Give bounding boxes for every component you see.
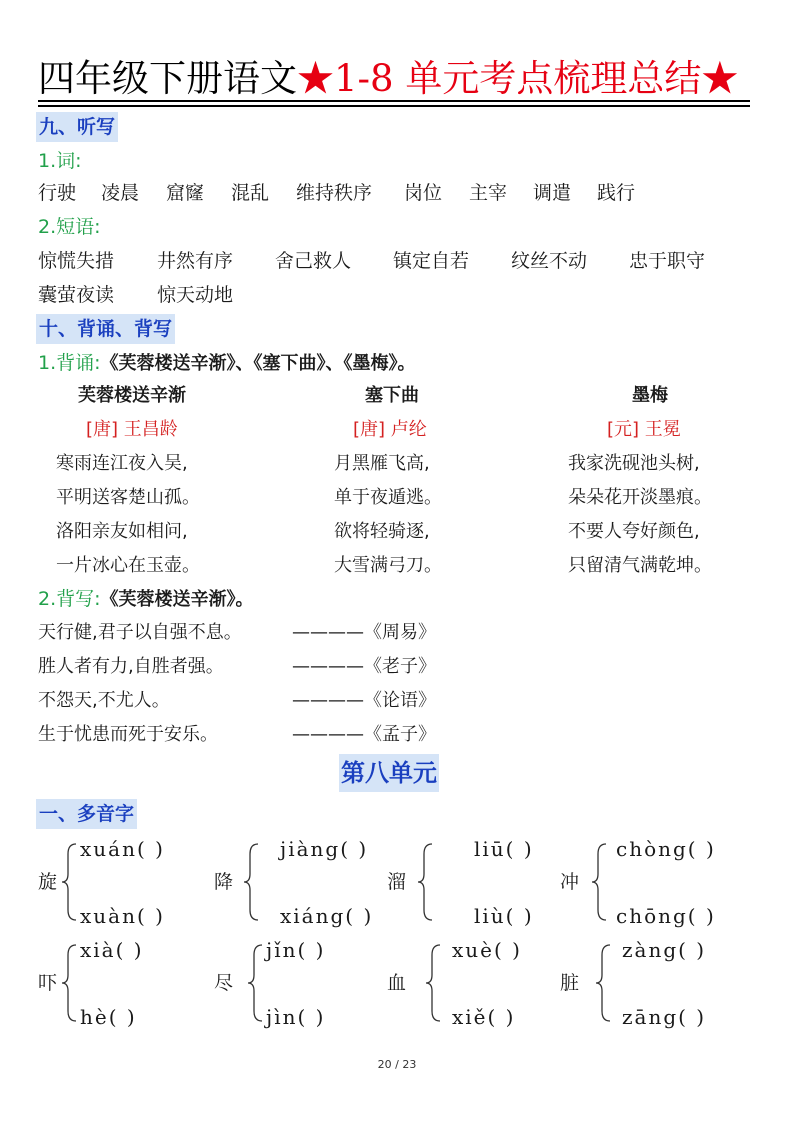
word-item: 维持秩序 (296, 182, 373, 204)
pinyin-top: liū( ) (474, 837, 534, 861)
poem-line: 我家洗砚池头树, (568, 453, 700, 474)
phrases-row-1 (0, 246, 794, 276)
quote-source: ————《论语》 (292, 690, 436, 711)
brace-icon (596, 943, 612, 1023)
quote-source: ————《孟子》 (292, 724, 436, 745)
polyphone-heading: 一、多音字 (36, 799, 137, 829)
polyphone-char: 降 (214, 871, 234, 893)
pinyin-top: jǐn( ) (266, 938, 326, 962)
phrase-item: 囊萤夜读 (38, 284, 115, 306)
pinyin-bottom: xiáng( ) (280, 904, 374, 928)
phrase-item: 镇定自若 (393, 250, 470, 272)
word-item: 混乱 (231, 182, 270, 204)
write-label: 2.背写: (38, 588, 101, 610)
page-number: 20 / 23 (377, 1058, 417, 1071)
words-row (0, 178, 794, 208)
poem-title: 塞下曲 (365, 385, 419, 406)
polyphone-char: 旋 (38, 871, 58, 893)
recite-label: 1.背诵: (38, 352, 101, 374)
polyphone-char: 尽 (214, 972, 234, 994)
quote-source: ————《老子》 (292, 656, 436, 677)
phrase-item: 纹丝不动 (511, 250, 588, 272)
title-rule-bottom (38, 105, 750, 107)
poem-title: 墨梅 (632, 385, 668, 406)
poem-line: 大雪满弓刀。 (334, 555, 442, 576)
title-main: 四年级下册语文 (38, 57, 297, 100)
phrase-item: 井然有序 (157, 250, 234, 272)
word-item: 岗位 (404, 182, 443, 204)
poem-title: 芙蓉楼送辛渐 (78, 385, 186, 406)
pinyin-bottom: zāng( ) (622, 1005, 707, 1029)
brace-icon (244, 842, 260, 922)
quote-text: 天行健,君子以自强不息。 (38, 622, 242, 643)
phrase-item: 忠于职守 (629, 250, 706, 272)
word-item: 践行 (597, 182, 636, 204)
title-highlight: ★1-8 单元考点梳理总结★ (297, 57, 739, 100)
polyphone-char: 脏 (560, 972, 580, 994)
quote-text: 不怨天,不尤人。 (38, 690, 170, 711)
poem-author: [元] 王冕 (607, 419, 681, 440)
poem-line: 不要人夸好颜色, (568, 521, 700, 542)
poem-line: 洛阳亲友如相问, (56, 521, 188, 542)
word-item: 凌晨 (101, 182, 140, 204)
pinyin-bottom: liù( ) (474, 904, 534, 928)
unit8-title: 第八单元 (339, 754, 439, 792)
poem-author: [唐] 卢纶 (353, 419, 427, 440)
polyphone-char: 吓 (38, 972, 58, 994)
poem-line: 只留清气满乾坤。 (568, 555, 712, 576)
brace-icon (592, 842, 608, 922)
pinyin-top: zàng( ) (622, 938, 707, 962)
poem-author: [唐] 王昌龄 (86, 419, 178, 440)
phrase-item: 惊慌失措 (38, 250, 115, 272)
pinyin-bottom: hè( ) (80, 1005, 137, 1029)
brace-icon (62, 842, 78, 922)
brace-icon (426, 943, 442, 1023)
poem-line: 平明送客楚山孤。 (56, 487, 200, 508)
brace-icon (62, 943, 78, 1023)
poem-line: 月黑雁飞高, (334, 453, 430, 474)
word-item: 调遣 (533, 182, 572, 204)
recite-label-line (38, 348, 416, 379)
pinyin-bottom: chōng( ) (616, 904, 716, 928)
brace-icon (418, 842, 434, 922)
poem-sai-xia-qu (365, 381, 419, 411)
polyphone-char: 溜 (387, 871, 407, 893)
page-title (38, 56, 738, 102)
phrase-item: 惊天动地 (157, 284, 234, 306)
title-rule-top (38, 100, 750, 102)
write-text: 《芙蓉楼送辛渐》。 (100, 589, 254, 610)
pinyin-top: jiàng( ) (280, 837, 369, 861)
phrase-item: 舍己救人 (275, 250, 352, 272)
pinyin-bottom: xuàn( ) (80, 904, 165, 928)
polyphone-char: 冲 (560, 871, 580, 893)
poem-line: 一片冰心在玉壶。 (56, 555, 200, 576)
brace-icon (248, 943, 264, 1023)
write-label-line (38, 584, 254, 615)
pinyin-top: chòng( ) (616, 837, 716, 861)
words-label: 1.词: (38, 150, 82, 172)
phrases-label: 2.短语: (38, 216, 101, 238)
pinyin-top: xuán( ) (80, 837, 165, 861)
polyphone-char: 血 (387, 972, 407, 994)
poem-fu-rong-lou (78, 381, 238, 411)
section9-heading: 九、听写 (36, 112, 118, 142)
poem-line: 寒雨连江夜入吴, (56, 453, 188, 474)
recite-text: 《芙蓉楼送辛渐》、《塞下曲》、《墨梅》。 (100, 353, 416, 374)
pinyin-bottom: xiě( ) (452, 1005, 516, 1029)
poem-line: 朵朵花开淡墨痕。 (568, 487, 712, 508)
word-item: 窟窿 (166, 182, 205, 204)
quote-text: 胜人者有力,自胜者强。 (38, 656, 224, 677)
quote-text: 生于忧患而死于安乐。 (38, 724, 218, 745)
pinyin-top: xuè( ) (452, 938, 522, 962)
section10-heading: 十、背诵、背写 (36, 314, 175, 344)
poem-line: 欲将轻骑逐, (334, 521, 430, 542)
poem-line: 单于夜遁逃。 (334, 487, 442, 508)
phrases-row-2 (0, 280, 794, 310)
word-item: 行驶 (38, 182, 77, 204)
poem-mo-mei (632, 381, 668, 411)
word-item: 主宰 (469, 182, 508, 204)
pinyin-bottom: jìn( ) (266, 1005, 326, 1029)
pinyin-top: xià( ) (80, 938, 144, 962)
quote-source: ————《周易》 (292, 622, 436, 643)
